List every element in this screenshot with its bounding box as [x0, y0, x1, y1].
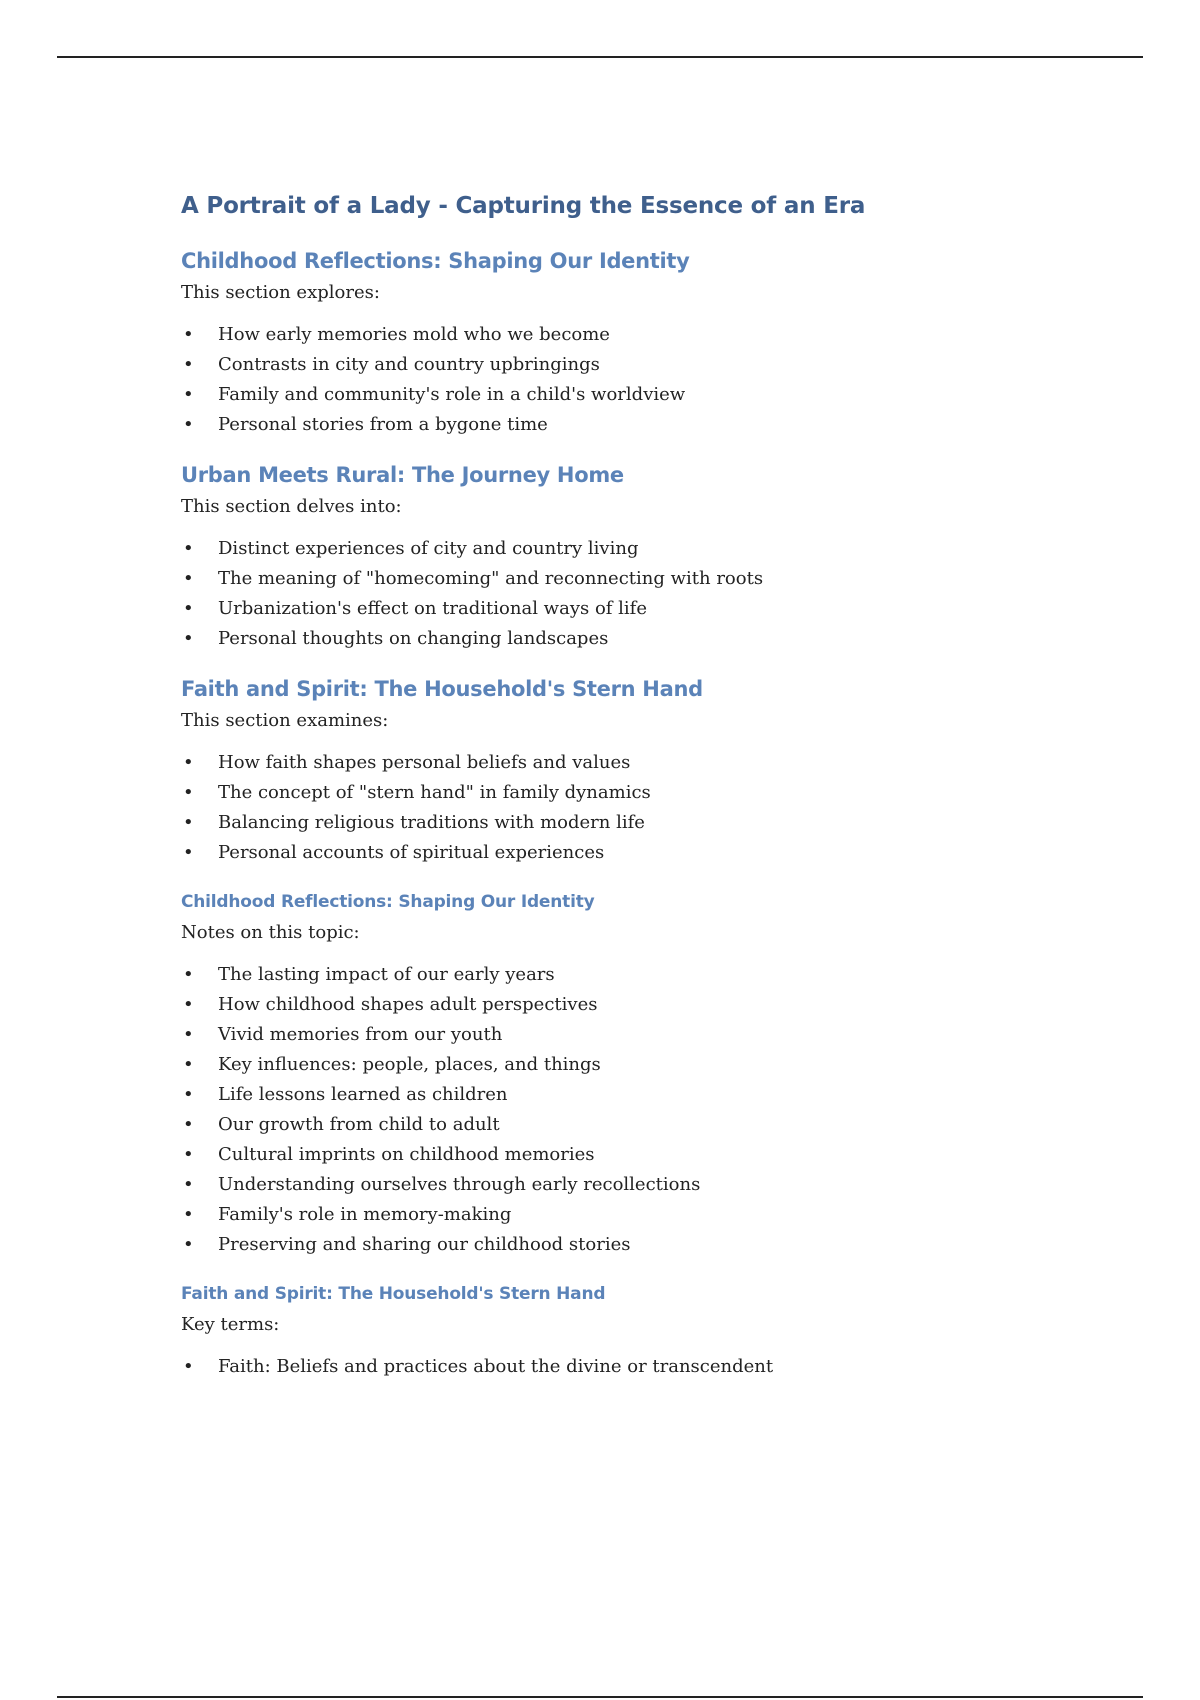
list-item: • Understanding ourselves through early recollections: [181, 1170, 1081, 1200]
bullet-icon: •: [183, 842, 194, 863]
bullet-list: [181, 534, 1081, 654]
list-item: • Personal stories from a bygone time: [181, 410, 1081, 440]
list-item: • Family and community's role in a child's worldview: [181, 380, 1081, 410]
section-key-terms: [181, 1280, 1081, 1382]
footer-rule: [57, 1696, 1143, 1698]
list-item: • Urbanization's effect on traditional ways of life: [181, 594, 1081, 624]
bullet-icon: •: [183, 1084, 194, 1105]
list-item: • Contrasts in city and country upbringings: [181, 350, 1081, 380]
list-item: • Life lessons learned as children: [181, 1080, 1081, 1110]
bullet-icon: •: [183, 324, 194, 345]
list-item: • Key influences: people, places, and things: [181, 1050, 1081, 1080]
bullet-icon: •: [183, 752, 194, 773]
section-intro: Notes on this topic:: [181, 922, 360, 943]
bullet-icon: •: [183, 598, 194, 619]
bullet-icon: •: [183, 538, 194, 559]
header-rule: [57, 56, 1143, 58]
bullet-icon: •: [183, 1356, 194, 1377]
bullet-icon: •: [183, 1174, 194, 1195]
document-title: A Portrait of a Lady - Capturing the Essence of an Era: [181, 193, 866, 219]
bullet-icon: •: [183, 994, 194, 1015]
section-intro: Key terms:: [181, 1314, 280, 1335]
bullet-icon: •: [183, 568, 194, 589]
bullet-icon: •: [183, 354, 194, 375]
list-item: • Vivid memories from our youth: [181, 1020, 1081, 1050]
list-item: • How early memories mold who we become: [181, 320, 1081, 350]
bullet-icon: •: [183, 1114, 194, 1135]
section-faith-and-spirit: [181, 674, 1081, 868]
list-item: • Cultural imprints on childhood memories: [181, 1140, 1081, 1170]
list-item: • Personal accounts of spiritual experiences: [181, 838, 1081, 868]
bullet-icon: •: [183, 1054, 194, 1075]
bullet-icon: •: [183, 628, 194, 649]
list-item: • Family's role in memory-making: [181, 1200, 1081, 1230]
section-urban-meets-rural: [181, 460, 1081, 654]
list-item: • Balancing religious traditions with modern life: [181, 808, 1081, 838]
list-item: • How faith shapes personal beliefs and values: [181, 748, 1081, 778]
section-heading: Faith and Spirit: The Household's Stern Hand: [181, 1284, 606, 1304]
section-heading: Childhood Reflections: Shaping Our Identity: [181, 249, 690, 273]
bullet-icon: •: [183, 414, 194, 435]
section-heading: Faith and Spirit: The Household's Stern Hand: [181, 677, 703, 701]
list-item: • The meaning of "homecoming" and reconnecting with roots: [181, 564, 1081, 594]
bullet-icon: •: [183, 1144, 194, 1165]
list-item: • The concept of "stern hand" in family dynamics: [181, 778, 1081, 808]
section-intro: This section delves into:: [181, 496, 402, 517]
bullet-icon: •: [183, 1024, 194, 1045]
section-childhood-notes: [181, 888, 1081, 1260]
section-intro: This section examines:: [181, 710, 389, 731]
bullet-icon: •: [183, 812, 194, 833]
bullet-icon: •: [183, 1204, 194, 1225]
bullet-list: [181, 960, 1081, 1260]
list-item: • Personal thoughts on changing landscapes: [181, 624, 1081, 654]
section-heading: Childhood Reflections: Shaping Our Identity: [181, 892, 595, 912]
section-heading: Urban Meets Rural: The Journey Home: [181, 463, 624, 487]
list-item: • Faith: Beliefs and practices about the divine or transcendent: [181, 1352, 1081, 1382]
section-childhood-reflections: [181, 246, 1081, 440]
document-body: [181, 190, 1081, 1402]
list-item: • Distinct experiences of city and country living: [181, 534, 1081, 564]
bullet-list: [181, 320, 1081, 440]
list-item: • The lasting impact of our early years: [181, 960, 1081, 990]
bullet-icon: •: [183, 1234, 194, 1255]
list-item: • How childhood shapes adult perspectives: [181, 990, 1081, 1020]
bullet-list: [181, 748, 1081, 868]
bullet-list: [181, 1352, 1081, 1382]
bullet-icon: •: [183, 782, 194, 803]
bullet-icon: •: [183, 384, 194, 405]
list-item: • Our growth from child to adult: [181, 1110, 1081, 1140]
bullet-icon: •: [183, 964, 194, 985]
section-intro: This section explores:: [181, 282, 380, 303]
list-item: • Preserving and sharing our childhood stories: [181, 1230, 1081, 1260]
